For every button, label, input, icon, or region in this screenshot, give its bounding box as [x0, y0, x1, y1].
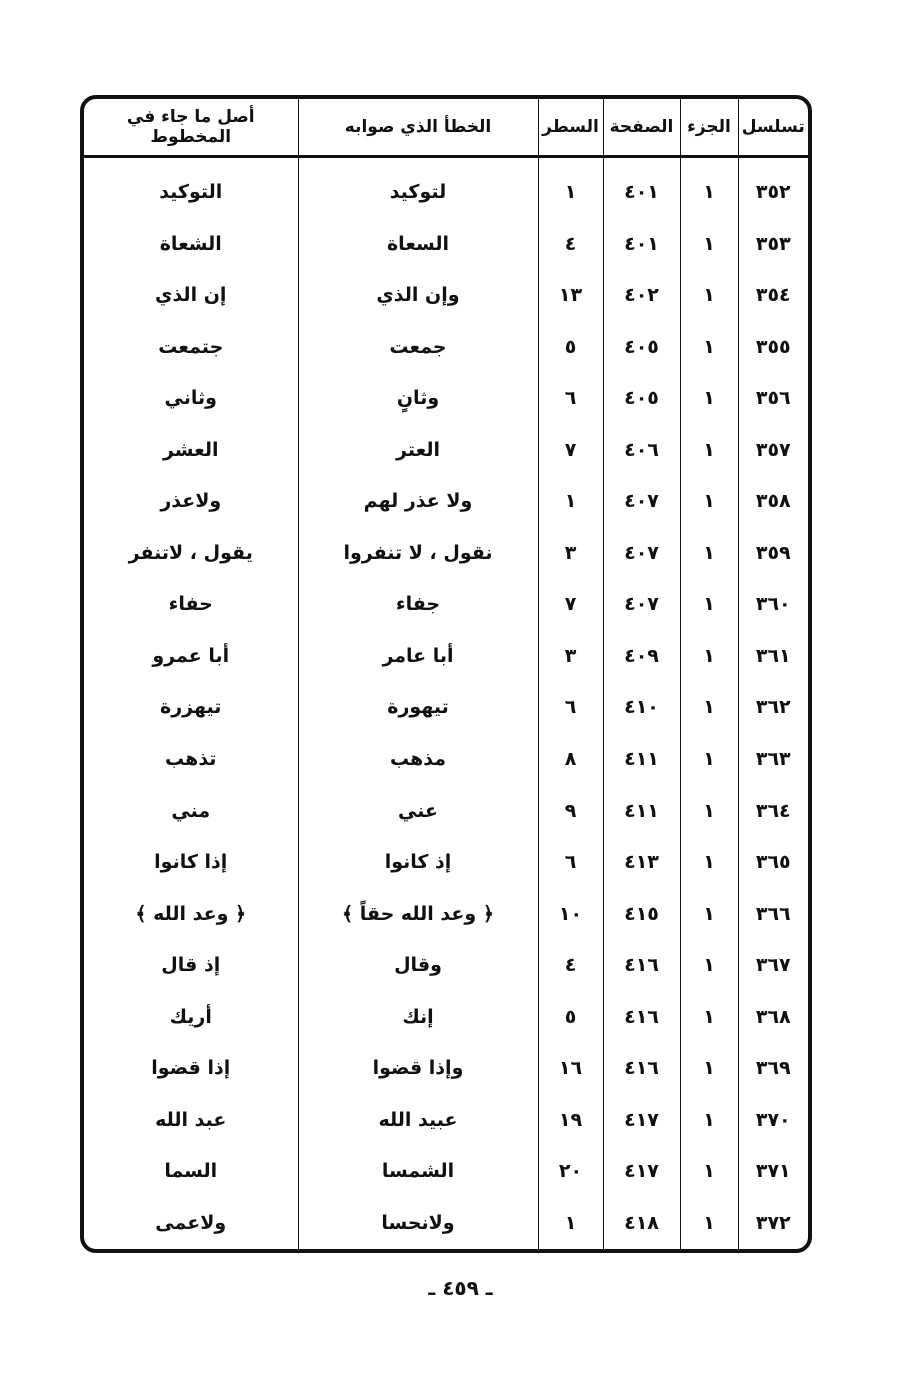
cell-part: ١: [680, 733, 738, 785]
cell-part: ١: [680, 527, 738, 579]
table-row: [84, 1043, 808, 1095]
cell-original: أريك: [169, 1005, 212, 1028]
cell-serial: ٣٦٦: [738, 888, 808, 940]
cell-serial: ٣٦٧: [738, 939, 808, 991]
errata-table-frame: [80, 95, 812, 1253]
cell-line: ٦: [538, 682, 603, 734]
cell-page: ٤١١: [603, 733, 680, 785]
cell-original: وثاني: [164, 387, 217, 410]
cell-line: ١: [538, 476, 603, 528]
table-row: [84, 888, 808, 940]
cell-part: ١: [680, 1146, 738, 1198]
cell-error: تيهورة: [298, 682, 538, 734]
cell-serial: ٣٦٠: [738, 579, 808, 631]
cell-error: إنك: [298, 991, 538, 1043]
cell-line: ٦: [538, 372, 603, 424]
cell-line: ٧: [538, 424, 603, 476]
cell-line: ٦: [538, 836, 603, 888]
cell-error: وإذا قضوا: [298, 1043, 538, 1095]
cell-line: ١: [538, 1197, 603, 1249]
cell-part: ١: [680, 991, 738, 1043]
table-row: [84, 1094, 808, 1146]
table-row: [84, 372, 808, 424]
table-row: [84, 527, 808, 579]
cell-error: الشمسا: [298, 1146, 538, 1198]
cell-original: العشر: [162, 438, 219, 461]
cell-serial: ٣٧٠: [738, 1094, 808, 1146]
cell-line: ١٠: [538, 888, 603, 940]
table-body: [84, 157, 808, 1250]
cell-part: ١: [680, 157, 738, 218]
cell-page: ٤١٦: [603, 939, 680, 991]
table-row: [84, 1197, 808, 1249]
cell-error: جفاء: [298, 579, 538, 631]
cell-part: ١: [680, 476, 738, 528]
cell-page: ٤١٧: [603, 1146, 680, 1198]
cell-part: ١: [680, 888, 738, 940]
cell-page: ٤٠٩: [603, 630, 680, 682]
cell-page: ٤٠٢: [603, 269, 680, 321]
cell-page: ٤١١: [603, 785, 680, 837]
header-part: الجزء: [680, 99, 738, 157]
cell-original: يقول ، لاتنفر: [128, 541, 253, 564]
cell-original: إذا قضوا: [151, 1057, 231, 1080]
cell-line: ١٦: [538, 1043, 603, 1095]
cell-part: ١: [680, 1094, 738, 1146]
cell-error: إذ كانوا: [298, 836, 538, 888]
cell-part: ١: [680, 424, 738, 476]
header-line: السطر: [538, 99, 603, 157]
cell-part: ١: [680, 372, 738, 424]
cell-serial: ٣٧٢: [738, 1197, 808, 1249]
cell-error: ولانحسا: [298, 1197, 538, 1249]
cell-error: عبيد الله: [298, 1094, 538, 1146]
cell-original: ولاعذر: [160, 490, 222, 513]
table-row: [84, 157, 808, 218]
cell-error: لتوكيد: [298, 157, 538, 218]
cell-original: ﴿ وعد الله ﴾: [135, 902, 247, 925]
cell-error: ولا عذر لهم: [298, 476, 538, 528]
table-row: [84, 630, 808, 682]
table-row: [84, 1146, 808, 1198]
cell-page: ٤٠٥: [603, 321, 680, 373]
cell-page: ٤٠٧: [603, 527, 680, 579]
cell-serial: ٣٦١: [738, 630, 808, 682]
cell-page: ٤٠٧: [603, 579, 680, 631]
cell-original: السما: [164, 1160, 218, 1183]
cell-line: ٧: [538, 579, 603, 631]
table-row: [84, 682, 808, 734]
table-row: [84, 476, 808, 528]
header-original: أصل ما جاء في المخطوط: [84, 99, 298, 157]
cell-line: ٥: [538, 991, 603, 1043]
table-row: [84, 579, 808, 631]
table-row: [84, 991, 808, 1043]
cell-original: تيهزرة: [160, 696, 222, 719]
cell-line: ٤: [538, 218, 603, 270]
cell-part: ١: [680, 1197, 738, 1249]
cell-page: ٤٠٦: [603, 424, 680, 476]
cell-line: ٤: [538, 939, 603, 991]
cell-error: وثانٍ: [298, 372, 538, 424]
cell-original: مني: [171, 799, 211, 822]
cell-serial: ٣٥٢: [738, 157, 808, 218]
table-row: [84, 733, 808, 785]
cell-original: التوكيد: [159, 180, 223, 203]
cell-line: ٣: [538, 630, 603, 682]
cell-page: ٤١٣: [603, 836, 680, 888]
cell-page: ٤٠١: [603, 157, 680, 218]
cell-line: ٢٠: [538, 1146, 603, 1198]
cell-serial: ٣٥٣: [738, 218, 808, 270]
cell-part: ١: [680, 321, 738, 373]
cell-error: جمعت: [298, 321, 538, 373]
cell-serial: ٣٦٣: [738, 733, 808, 785]
table-row: [84, 269, 808, 321]
cell-page: ٤٠٧: [603, 476, 680, 528]
cell-error: أبا عامر: [298, 630, 538, 682]
cell-page: ٤٠٥: [603, 372, 680, 424]
cell-serial: ٣٧١: [738, 1146, 808, 1198]
cell-original: إذا كانوا: [154, 851, 228, 874]
cell-serial: ٣٥٦: [738, 372, 808, 424]
cell-original: حفاء: [168, 593, 213, 616]
cell-line: ١٩: [538, 1094, 603, 1146]
cell-part: ١: [680, 682, 738, 734]
cell-error: وقال: [298, 939, 538, 991]
cell-part: ١: [680, 1043, 738, 1095]
table-row: [84, 424, 808, 476]
cell-original: عبد الله: [155, 1108, 227, 1131]
cell-part: ١: [680, 785, 738, 837]
cell-part: ١: [680, 939, 738, 991]
cell-page: ٤١٨: [603, 1197, 680, 1249]
cell-error: عني: [298, 785, 538, 837]
cell-page: ٤٠١: [603, 218, 680, 270]
cell-page: ٤١٥: [603, 888, 680, 940]
cell-error: ﴿ وعد الله حقاً ﴾: [298, 888, 538, 940]
cell-part: ١: [680, 836, 738, 888]
cell-line: ١: [538, 157, 603, 218]
cell-part: ١: [680, 630, 738, 682]
cell-error: العتر: [298, 424, 538, 476]
cell-error: نقول ، لا تنفروا: [298, 527, 538, 579]
cell-original: إذ قال: [161, 954, 221, 977]
errata-table: [84, 99, 808, 1249]
cell-serial: ٣٦٥: [738, 836, 808, 888]
cell-page: ٤١٦: [603, 1043, 680, 1095]
cell-original: تذهب: [165, 748, 217, 771]
cell-page: ٤١٧: [603, 1094, 680, 1146]
cell-serial: ٣٥٥: [738, 321, 808, 373]
cell-line: ٩: [538, 785, 603, 837]
header-page: الصفحة: [603, 99, 680, 157]
cell-line: ١٣: [538, 269, 603, 321]
cell-page: ٤١٦: [603, 991, 680, 1043]
cell-error: مذهب: [298, 733, 538, 785]
table-row: [84, 785, 808, 837]
cell-serial: ٣٦٢: [738, 682, 808, 734]
cell-original: الشعاة: [159, 232, 222, 255]
cell-error: وإن الذي: [298, 269, 538, 321]
table-row: [84, 218, 808, 270]
header-serial: تسلسل: [738, 99, 808, 157]
cell-line: ٣: [538, 527, 603, 579]
cell-serial: ٣٥٤: [738, 269, 808, 321]
cell-serial: ٣٥٩: [738, 527, 808, 579]
header-error: الخطأ الذي صوابه: [298, 99, 538, 157]
cell-part: ١: [680, 218, 738, 270]
cell-part: ١: [680, 269, 738, 321]
table-row: [84, 321, 808, 373]
cell-line: ٥: [538, 321, 603, 373]
cell-serial: ٣٥٨: [738, 476, 808, 528]
page-number: ـ ٤٥٩ ـ: [428, 1276, 493, 1300]
cell-original: أبا عمرو: [152, 644, 230, 667]
cell-original: جتمعت: [158, 335, 224, 358]
cell-line: ٨: [538, 733, 603, 785]
cell-page: ٤١٠: [603, 682, 680, 734]
table-header-row: [84, 99, 808, 157]
cell-serial: ٣٦٨: [738, 991, 808, 1043]
cell-original: إن الذي: [155, 284, 227, 307]
cell-serial: ٣٦٩: [738, 1043, 808, 1095]
cell-serial: ٣٦٤: [738, 785, 808, 837]
table-row: [84, 836, 808, 888]
cell-part: ١: [680, 579, 738, 631]
cell-error: السعاة: [298, 218, 538, 270]
cell-serial: ٣٥٧: [738, 424, 808, 476]
table-row: [84, 939, 808, 991]
cell-original: ولاعمى: [155, 1212, 227, 1235]
